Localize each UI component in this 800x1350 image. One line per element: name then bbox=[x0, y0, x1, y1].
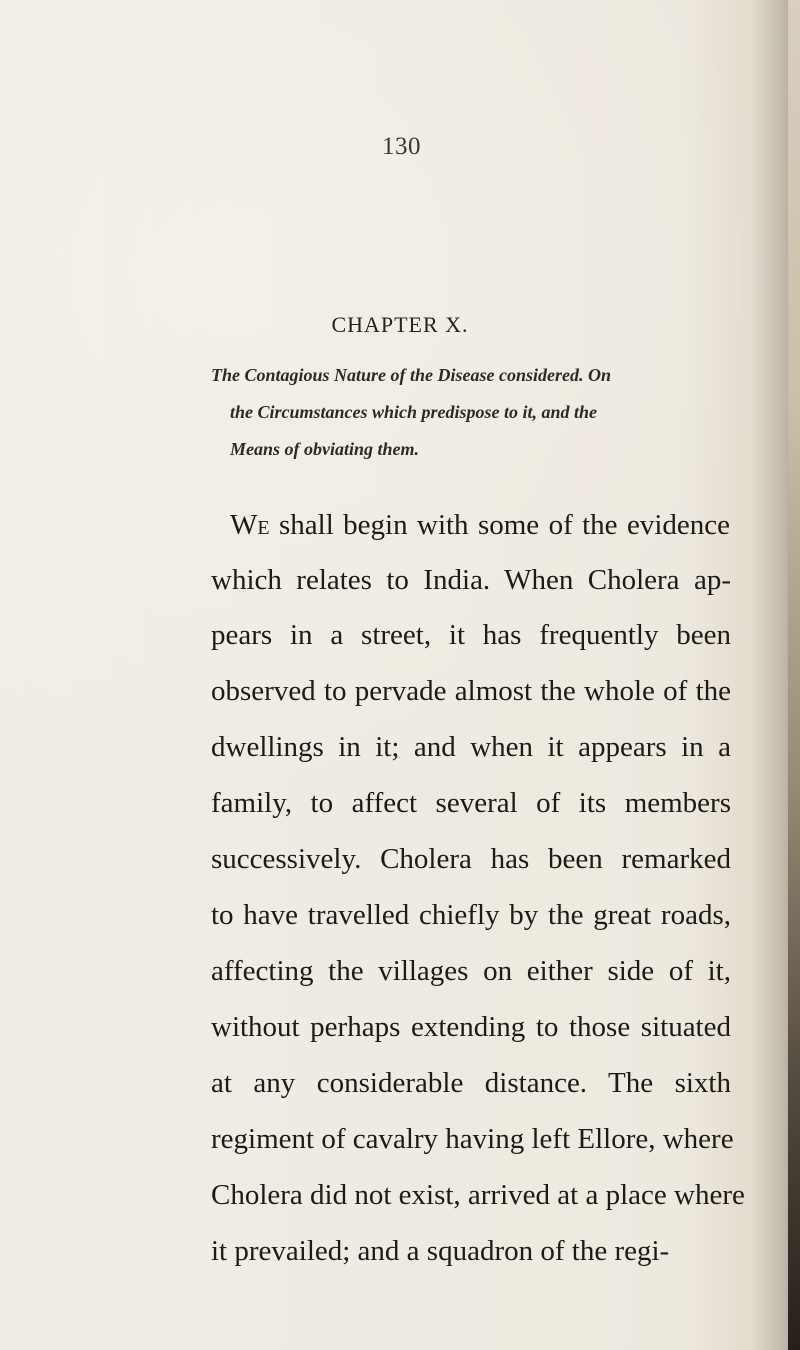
body-line-11: at any considerable distance. The sixth bbox=[211, 1067, 731, 1099]
page-number: 130 bbox=[382, 133, 421, 160]
subtitle-line-3: Means of obviating them. bbox=[230, 439, 420, 459]
body-line-6: family, to affect several of its members bbox=[211, 787, 731, 819]
body-line-8: to have travelled chiefly by the great roads, bbox=[211, 899, 731, 931]
body-line-14: it prevailed; and a squadron of the regi- bbox=[211, 1235, 670, 1267]
body-line-3: pears in a street, it has frequently been bbox=[211, 619, 731, 651]
body-line-5: dwellings in it; and when it appears in a bbox=[211, 731, 731, 763]
body-first-word: We bbox=[230, 509, 270, 541]
subtitle-line-2: the Circumstances which predispose to it, and the bbox=[230, 402, 598, 422]
body-line-7: successively. Cholera has been remarked bbox=[211, 843, 731, 875]
body-line-4: observed to pervade almost the whole of the bbox=[211, 675, 731, 707]
subtitle-line-1: The Contagious Nature of the Disease considered. On bbox=[211, 365, 612, 385]
body-line-2: which relates to India. When Cholera ap- bbox=[211, 564, 731, 596]
body-line-1 bbox=[230, 511, 730, 540]
body-line-10: without perhaps extending to those situated bbox=[211, 1011, 731, 1043]
body-line-12: regiment of cavalry having left Ellore, where bbox=[211, 1123, 734, 1155]
body-line-13: Cholera did not exist, arrived at a place where bbox=[211, 1179, 745, 1211]
body-line-9: affecting the villages on either side of it, bbox=[211, 955, 731, 987]
body-line-1-text: shall begin with some of the evidence bbox=[279, 509, 730, 541]
chapter-heading: CHAPTER X. bbox=[331, 312, 469, 337]
